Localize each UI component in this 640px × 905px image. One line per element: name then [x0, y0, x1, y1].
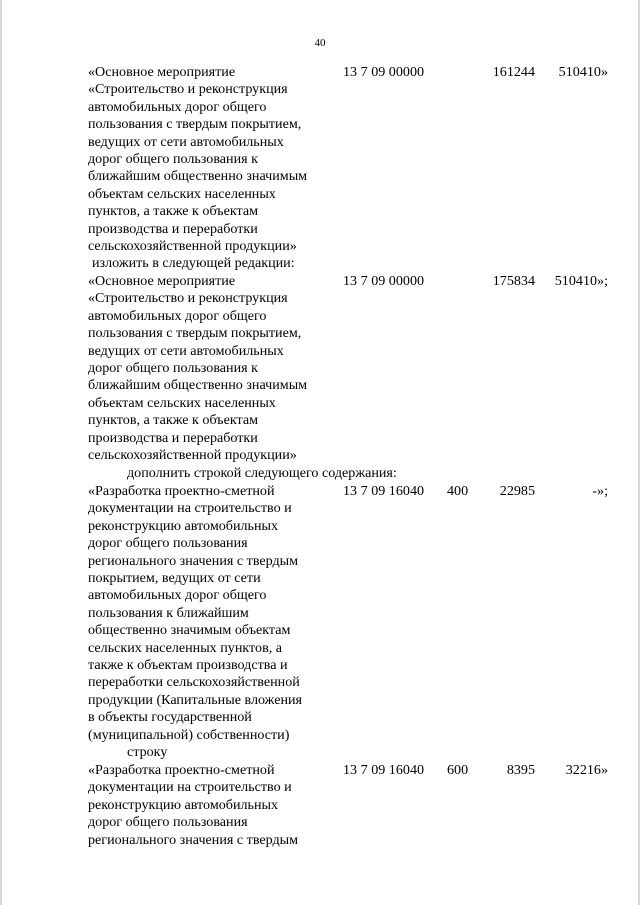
entry-amount-1: 161244	[492, 64, 535, 80]
entry-amount-2: -»;	[592, 483, 608, 499]
instruction-row: строку	[127, 744, 168, 760]
instruction-add-row: дополнить строкой следующего содержания:	[127, 465, 397, 481]
entry-description: «Основное мероприятие «Строительство и реконструкция автомобильных дорог общего пользования с твердым покрытием, ведущих от сети автомобильных дорог общего пользования к ближайшим общественно значимым объектам сельских населенных пунктов, а также к объектам производства и переработки сельскохозяйственной продукции»	[88, 273, 308, 464]
entry-code: 13 7 09 16040	[343, 483, 425, 499]
entry-amount-1: 22985	[499, 483, 535, 499]
page-edge-left	[0, 0, 2, 905]
entry-amount-1: 175834	[492, 273, 535, 289]
page-number: 40	[314, 37, 326, 49]
entry-expense-type: 600	[447, 762, 469, 778]
entry-amount-2: 32216»	[565, 762, 608, 778]
entry-amount-1: 8395	[506, 762, 535, 778]
entry-code: 13 7 09 00000	[343, 273, 425, 289]
entry-code: 13 7 09 00000	[343, 64, 425, 80]
entry-description: «Разработка проектно-сметной документации на строительство и реконструкцию автомобильных дорог общего пользования регионального значения с твердым	[88, 762, 299, 848]
entry-description: «Разработка проектно-сметной документации на строительство и реконструкцию автомобильных дорог общего пользования регионального значения с твердым покрытием, ведущих от сети автомобильных дорог общего пользования к ближайшим общественно значимым объектам сельских населенных пунктов, а также к объектам производства и переработки сельскохозяйственной продукции (Капитальные вложения в объекты государственной (муниципальной) собственности)	[88, 483, 303, 743]
entry-code: 13 7 09 16040	[343, 762, 425, 778]
entry-amount-2: 510410»	[558, 64, 608, 80]
entry-expense-type: 400	[447, 483, 469, 499]
entry-description: «Основное мероприятие «Строительство и реконструкция автомобильных дорог общего пользования с твердым покрытием, ведущих от сети автомобильных дорог общего пользования к ближайшим общественно значимым объектам сельских населенных пунктов, а также к объектам производства и переработки сельскохозяйственной продукции»	[88, 64, 308, 255]
instruction-replace: изложить в следующей редакции:	[92, 255, 295, 271]
entry-amount-2: 510410»;	[554, 273, 608, 289]
